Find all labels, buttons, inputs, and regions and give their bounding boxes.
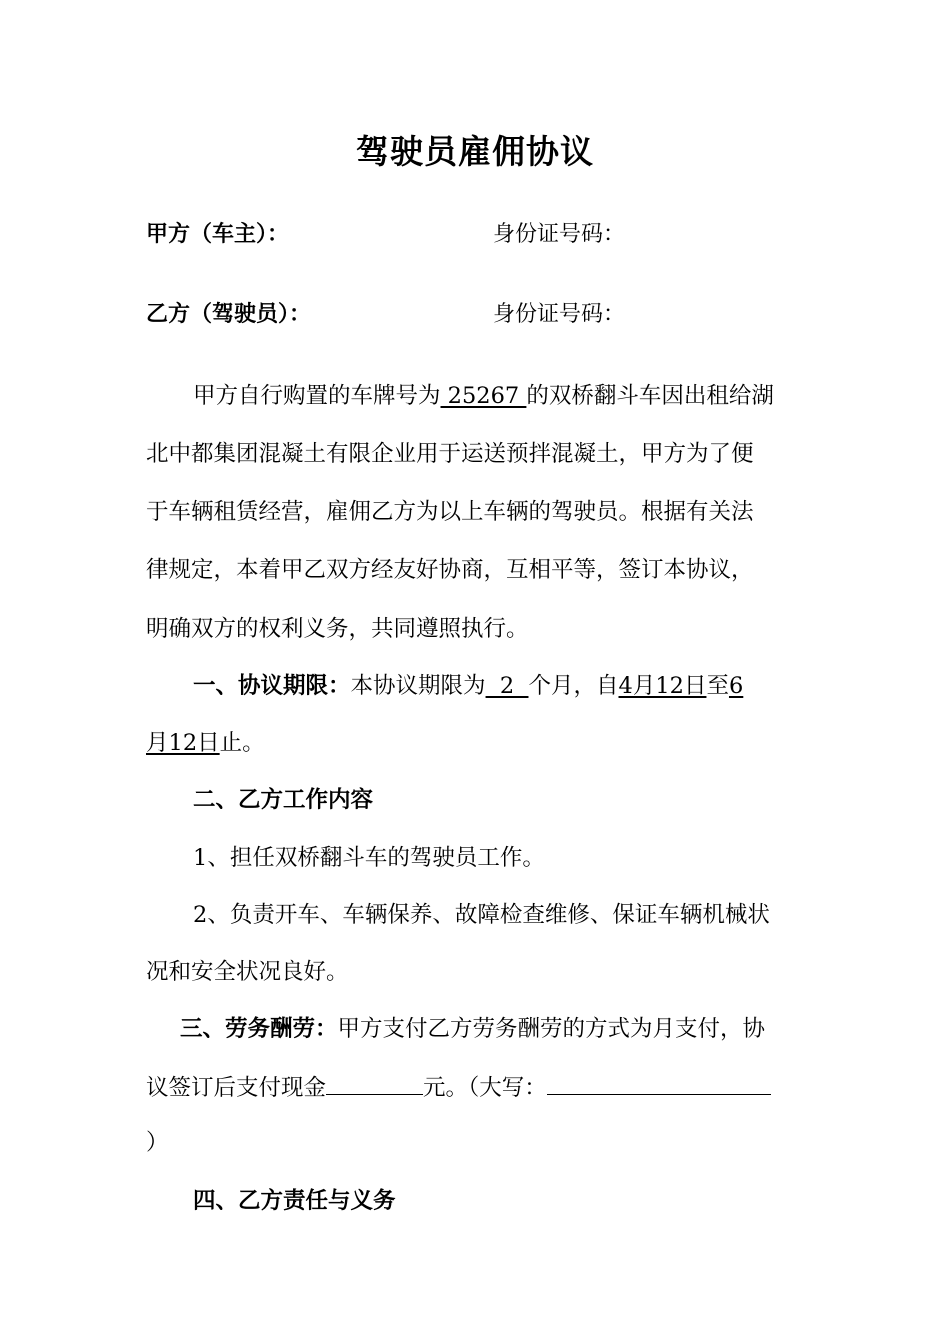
section3-heading: 三、劳务酬劳 <box>180 1016 316 1042</box>
intro-text-post: 的双桥翻斗车因出租给湖 <box>526 383 774 409</box>
term-months: 2 <box>485 673 529 699</box>
start-date: 4月12日 <box>618 673 707 699</box>
section3-line-2 <box>146 1072 771 1103</box>
section3-line-1 <box>180 1014 765 1044</box>
party-a-label: 甲方（车主）： <box>146 222 290 247</box>
section2-item-2-line-1: 2、负责开车、车辆保养、故障检查维修、保证车辆机械状 <box>193 902 770 928</box>
section3-capital-label: 元。（大写： <box>423 1075 547 1101</box>
party-a-row <box>146 220 846 250</box>
intro-text-pre: 甲方自行购置的车牌号为 <box>193 383 441 409</box>
party-a-id-label: 身份证号码： <box>493 222 626 247</box>
section2-item-2-line-2: 况和安全状况良好。 <box>146 959 349 985</box>
intro-line-3: 于车辆租赁经营，雇佣乙方为以上车辆的驾驶员。根据有关法 <box>146 499 754 525</box>
section1-colon: ： <box>328 673 351 699</box>
cash-amount-blank[interactable] <box>326 1072 423 1095</box>
capital-amount-blank[interactable] <box>547 1072 771 1095</box>
section1-suffix: 止。 <box>219 730 265 756</box>
intro-line-1 <box>193 381 774 411</box>
intro-line-5: 明确双方的权利义务，共同遵照执行。 <box>146 616 529 642</box>
section3-cash-label: 议签订后支付现金 <box>146 1075 327 1101</box>
section3-text: 甲方支付乙方劳务酬劳的方式为月支付，协 <box>337 1016 766 1042</box>
section1-text-mid: 个月，自 <box>528 673 619 699</box>
section4-heading: 四、乙方责任与义务 <box>193 1188 396 1214</box>
section1-to: 至 <box>706 673 729 699</box>
intro-line-2: 北中都集团混凝土有限企业用于运送预拌混凝土，甲方为了便 <box>146 441 754 467</box>
party-b-label: 乙方（驾驶员）： <box>146 302 312 327</box>
section1-line-2 <box>146 728 265 758</box>
section1-line-1 <box>193 671 743 701</box>
section1-text-pre: 本协议期限为 <box>350 673 486 699</box>
section3-colon: ： <box>315 1016 338 1042</box>
end-date-part1: 6 <box>728 673 744 699</box>
document-title: 驾驶员雇佣协议 <box>356 132 594 171</box>
section2-item-1: 1、担任双桥翻斗车的驾驶员工作。 <box>193 845 545 871</box>
intro-line-4: 律规定，本着甲乙双方经友好协商，互相平等，签订本协议， <box>146 557 754 583</box>
section3-line-3: ） <box>146 1130 169 1156</box>
end-date-part2: 月12日 <box>146 730 220 756</box>
party-b-row <box>146 300 846 330</box>
plate-number: 25267 <box>440 383 527 409</box>
section2-heading: 二、乙方工作内容 <box>193 787 374 813</box>
section1-heading: 一、协议期限 <box>193 673 329 699</box>
party-b-id-label: 身份证号码： <box>493 302 626 327</box>
